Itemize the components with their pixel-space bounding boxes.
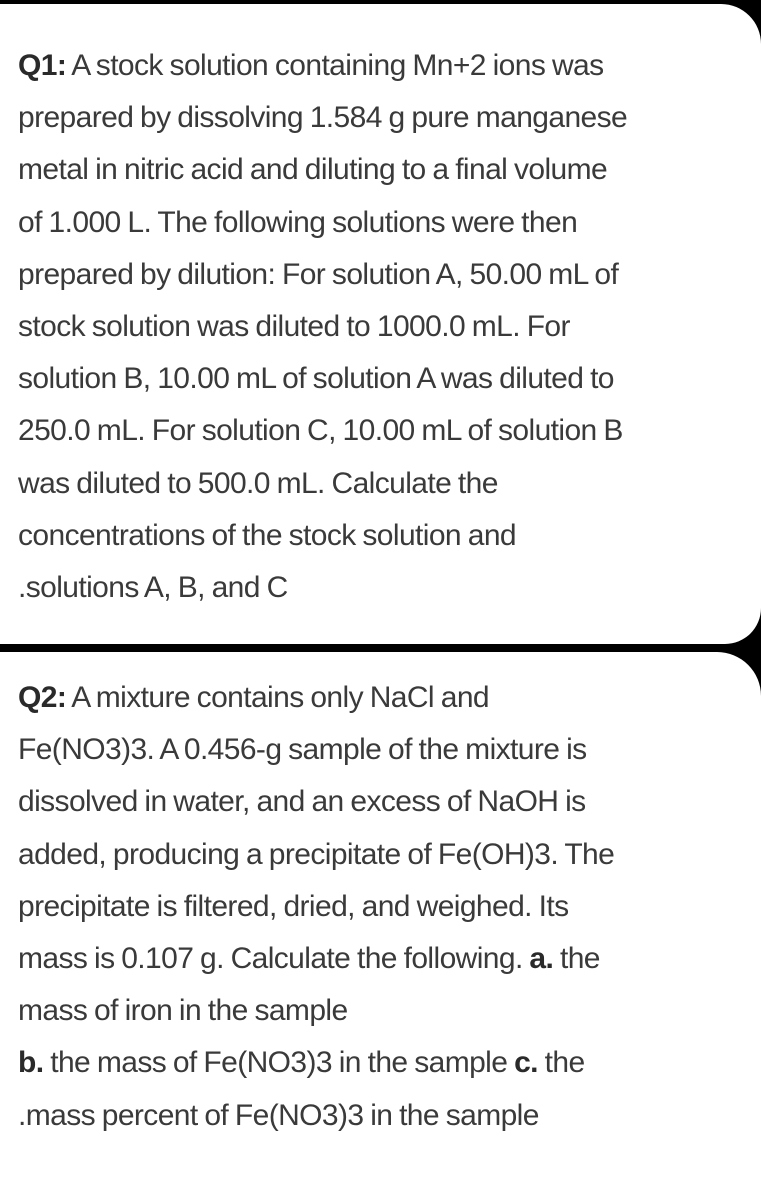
- question-1-text: [18, 40, 755, 614]
- text-line: .solutions A, B, and C: [18, 571, 288, 605]
- text-line: Fe(NO3)3. A 0.456-g sample of the mixture is: [18, 733, 587, 767]
- text-line: b. the mass of Fe(NO3)3 in the sample c. the: [18, 1046, 585, 1080]
- text-line: 250.0 mL. For solution C, 10.00 mL of solution B: [18, 414, 623, 448]
- part-b-label: b.: [18, 1046, 44, 1080]
- text-line: concentrations of the stock solution and: [18, 518, 516, 552]
- text-line: added, producing a precipitate of Fe(OH)3. The: [18, 837, 615, 871]
- text-line: .mass percent of Fe(NO3)3 in the sample: [18, 1098, 539, 1132]
- question-2-label: Q2:: [18, 681, 67, 714]
- part-c-label: c.: [514, 1046, 538, 1080]
- text-line: metal in nitric acid and diluting to a final volume: [18, 153, 608, 187]
- text-line: dissolved in water, and an excess of NaOH is: [18, 785, 586, 819]
- question-1-card: [0, 4, 761, 644]
- text-line: prepared by dissolving 1.584 g pure manganese: [18, 101, 628, 135]
- question-2-text: [18, 672, 755, 1142]
- text-line: mass is 0.107 g. Calculate the following. a. the: [18, 942, 600, 976]
- part-a-label: a.: [529, 942, 554, 976]
- text-line: Q1: A stock solution containing Mn+2 ions was: [18, 49, 604, 82]
- text-line: of 1.000 L. The following solutions were then: [18, 205, 578, 239]
- text-line: precipitate is filtered, dried, and weighed. Its: [18, 889, 569, 923]
- question-1-label: Q1:: [18, 49, 67, 82]
- text-line: solution B, 10.00 mL of solution A was diluted to: [18, 362, 614, 396]
- text-line: mass of iron in the sample: [18, 994, 348, 1028]
- text-line: prepared by dilution: For solution A, 50.00 mL of: [18, 257, 619, 291]
- text-line: stock solution was diluted to 1000.0 mL. For: [18, 310, 570, 344]
- text-line: Q2: A mixture contains only NaCl and: [18, 681, 489, 714]
- question-2-card: [0, 652, 761, 1187]
- text-line: was diluted to 500.0 mL. Calculate the: [18, 466, 498, 500]
